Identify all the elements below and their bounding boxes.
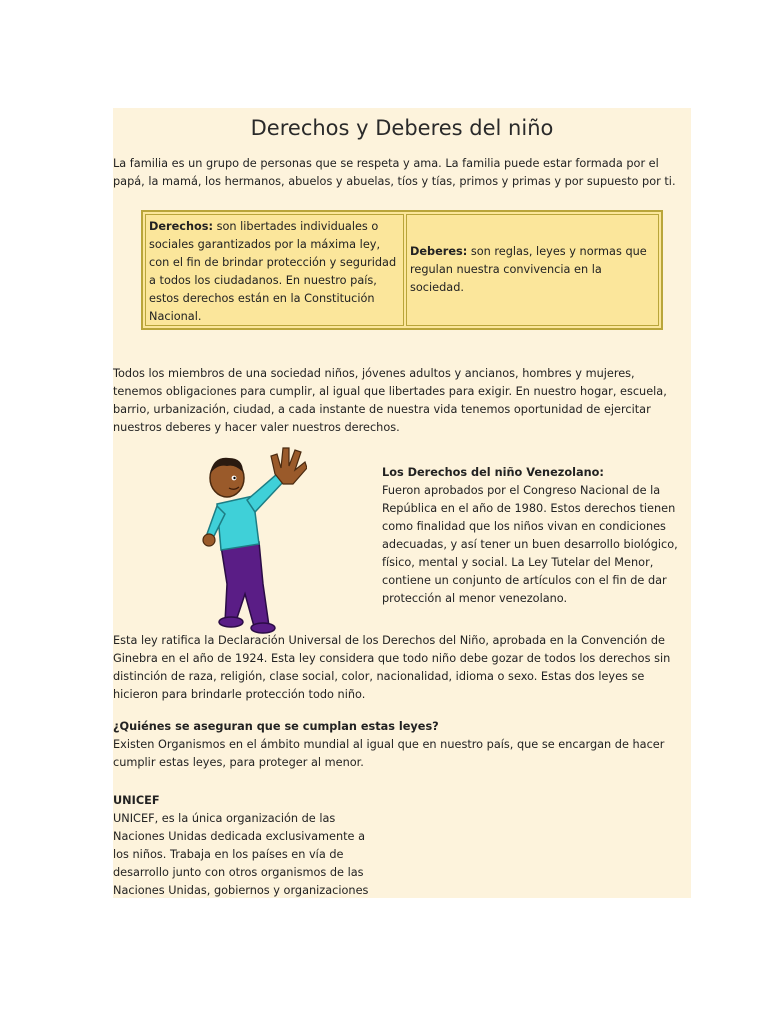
- deberes-cell: [406, 214, 659, 326]
- deberes-label: Deberes:: [410, 245, 468, 258]
- derechos-label: Derechos:: [149, 220, 214, 233]
- unicef-text: UNICEF, es la única organización de las Naciones Unidas dedicada exclusivamente a los niños. Trabaja en los países en vía de desarrollo junto con otros organismos de las Naciones Unidas, gobiernos y organizaciones: [113, 812, 369, 897]
- members-paragraph: Todos los miembros de una sociedad niños, jóvenes adultos y ancianos, hombres y mujeres, tenemos obligaciones para cumplir, al igual que libertades para exigir. En nuestro hogar, escuela, barrio, urbanización, ciudad, a cada instante de nuestra vida tenemos oportunidad de ejercitar nuestros deberes y hacer valer nuestros derechos.: [113, 367, 667, 434]
- ratifica-paragraph: Esta ley ratifica la Declaración Universal de los Derechos del Niño, aprobada en la Convención de Ginebra en el año de 1924. Esta ley considera que todo niño debe gozar de todos los derechos sin distinción de raza, religión, clase social, color, nacionalidad, idioma o sexo. Estas dos leyes se hicieron para brindarle protección todo niño.: [113, 634, 671, 701]
- venezolano-section: [382, 464, 687, 608]
- venezolano-heading: Los Derechos del niño Venezolano:: [382, 466, 604, 479]
- venezolano-text: Fueron aprobados por el Congreso Nacional de la República en el año de 1980. Estos derechos tienen como finalidad que los niños vivan en condiciones adecuadas, y así tener un buen desarrollo biológico, físico, mental y social. La Ley Tutelar del Menor, contiene un conjunto de artículos con el fin de dar protección al menor venezolano.: [382, 484, 678, 605]
- page-title: Derechos y Deberes del niño: [250, 116, 554, 140]
- quienes-section: [113, 718, 683, 772]
- derechos-text: son libertades individuales o sociales garantizados por la máxima ley, con el fin de brindar protección y seguridad a todos los ciudadanos. En nuestro país, estos derechos están en la Constitución Nacional.: [149, 220, 397, 323]
- unicef-heading: UNICEF: [113, 794, 160, 807]
- deberes-text: son reglas, leyes y normas que regulan nuestra convivencia en la sociedad.: [410, 245, 647, 294]
- document-page: [113, 108, 691, 898]
- definitions-table: [141, 210, 663, 330]
- intro-paragraph: La familia es un grupo de personas que se respeta y ama. La familia puede estar formada por el papá, la mamá, los hermanos, abuelos y abuelas, tíos y tías, primos y primas y por supuesto por ti.: [113, 157, 676, 188]
- unicef-section: [113, 792, 383, 900]
- derechos-cell: [145, 214, 404, 326]
- quienes-text: Existen Organismos en el ámbito mundial al igual que en nuestro país, que se encargan de hacer cumplir estas leyes, para proteger al menor.: [113, 738, 665, 769]
- waving-boy-illustration: [197, 434, 307, 634]
- quienes-heading: ¿Quiénes se aseguran que se cumplan estas leyes?: [113, 720, 439, 733]
